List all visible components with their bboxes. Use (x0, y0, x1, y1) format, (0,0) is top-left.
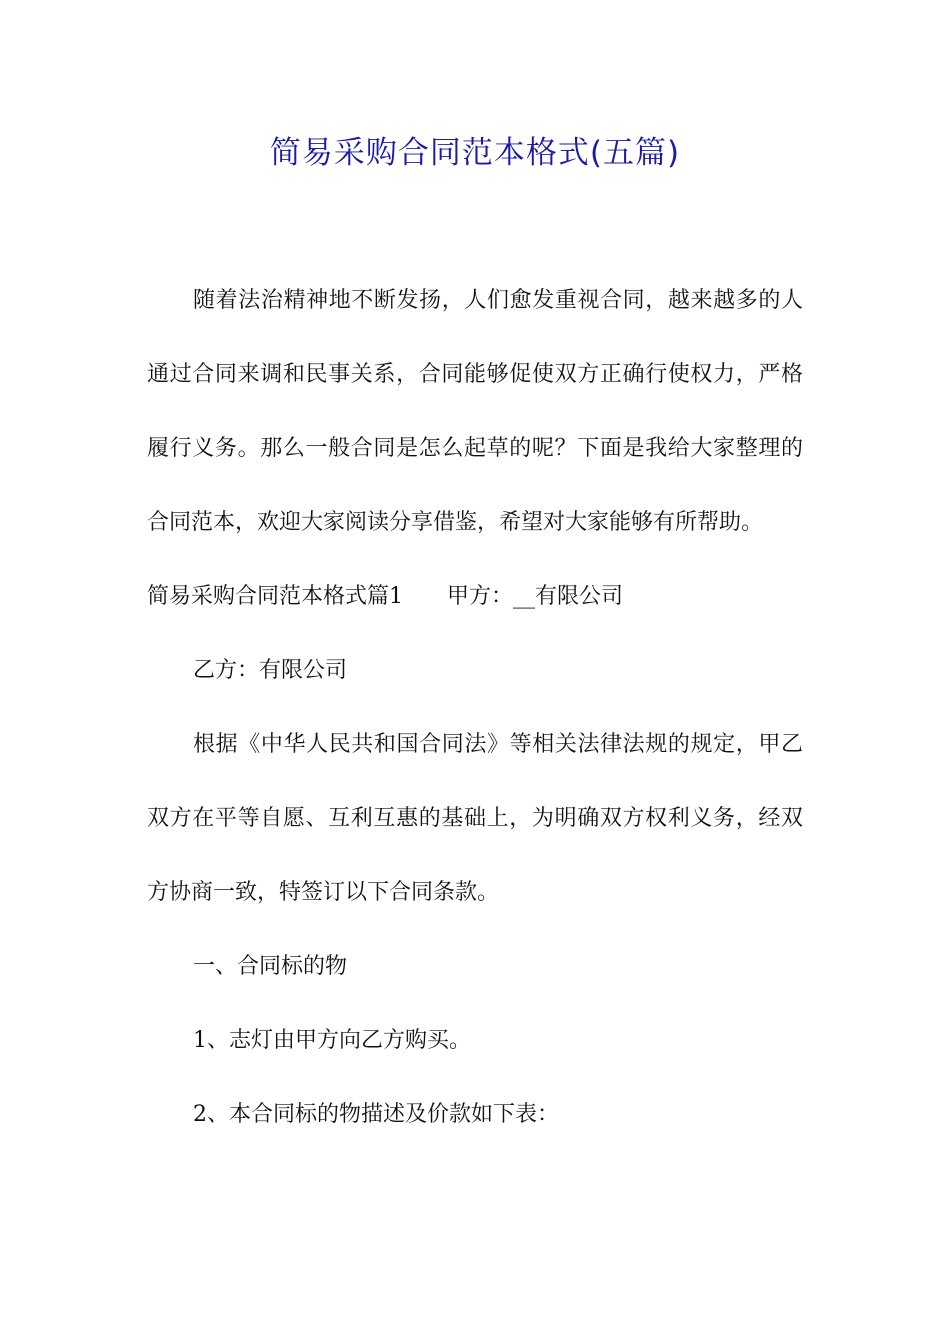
basis-paragraph: 根据《中华人民共和国合同法》等相关法律法规的规定，甲乙双方在平等自愿、互利互惠的基础上，为明确双方权利义务，经双方协商一致，特签订以下合同条款。 (147, 732, 803, 905)
section-heading: 简易采购合同范本格式篇1 (147, 584, 403, 609)
document-title: 简易采购合同范本格式(五篇) (269, 135, 681, 171)
party-b: 乙方：有限公司 (193, 658, 348, 683)
section-heading-line (147, 560, 803, 634)
document-body (147, 264, 803, 1152)
clause-1-heading: 一、合同标的物 (193, 954, 348, 979)
intro-paragraph: 随着法治精神地不断发扬，人们愈发重视合同，越来越多的人通过合同来调和民事关系，合同能够促使双方正确行使权力，严格履行义务。那么一般合同是怎么起草的呢？下面是我给大家整理的合同范本，欢迎大家阅读分享借鉴，希望对大家能够有所帮助。 (147, 288, 803, 535)
clause-1-item-1: 1、志灯由甲方向乙方购买。 (193, 1028, 471, 1053)
clause-1-item-2: 2、本合同标的物描述及价款如下表： (193, 1102, 559, 1127)
party-a: 甲方：__有限公司 (447, 584, 624, 609)
